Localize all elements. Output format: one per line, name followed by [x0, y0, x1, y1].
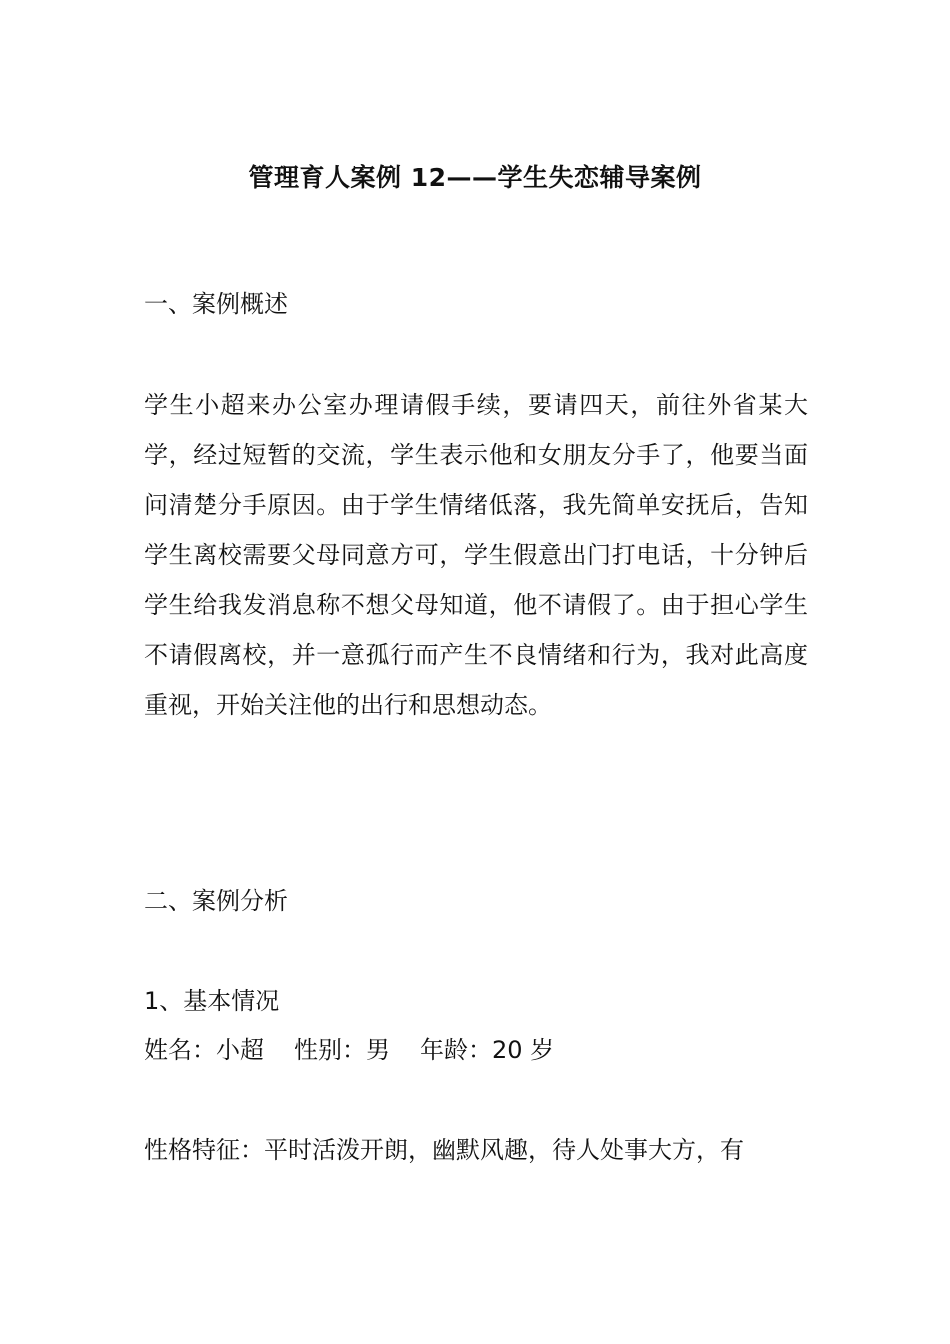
subsection-heading-basic-info: 1、基本情况	[144, 987, 280, 1015]
personality-line: 性格特征：平时活泼开朗，幽默风趣，待人处事大方，有	[144, 1136, 744, 1164]
overview-paragraph: 学生小超来办公室办理请假手续，要请四天，前往外省某大学，经过短暂的交流，学生表示他和女朋友分手了，他要当面问清楚分手原因。由于学生情绪低落，我先简单安抚后，告知学生离校需要父母同意方可，学生假意出门打电话，十分钟后学生给我发消息称不想父母知道，他不请假了。由于担心学生不请假离校，并一意孤行而产生不良情绪和行为，我对此高度重视，开始关注他的出行和思想动态。	[144, 391, 808, 719]
basic-info-line	[144, 1030, 554, 1070]
student-gender: 性别：男	[294, 1036, 390, 1064]
student-age: 年龄：20 岁	[420, 1036, 555, 1064]
section-heading-overview: 一、案例概述	[144, 290, 288, 318]
section-heading-analysis: 二、案例分析	[144, 887, 288, 915]
document-title: 管理育人案例 12——学生失恋辅导案例	[248, 163, 702, 192]
student-name: 姓名：小超	[144, 1036, 264, 1064]
